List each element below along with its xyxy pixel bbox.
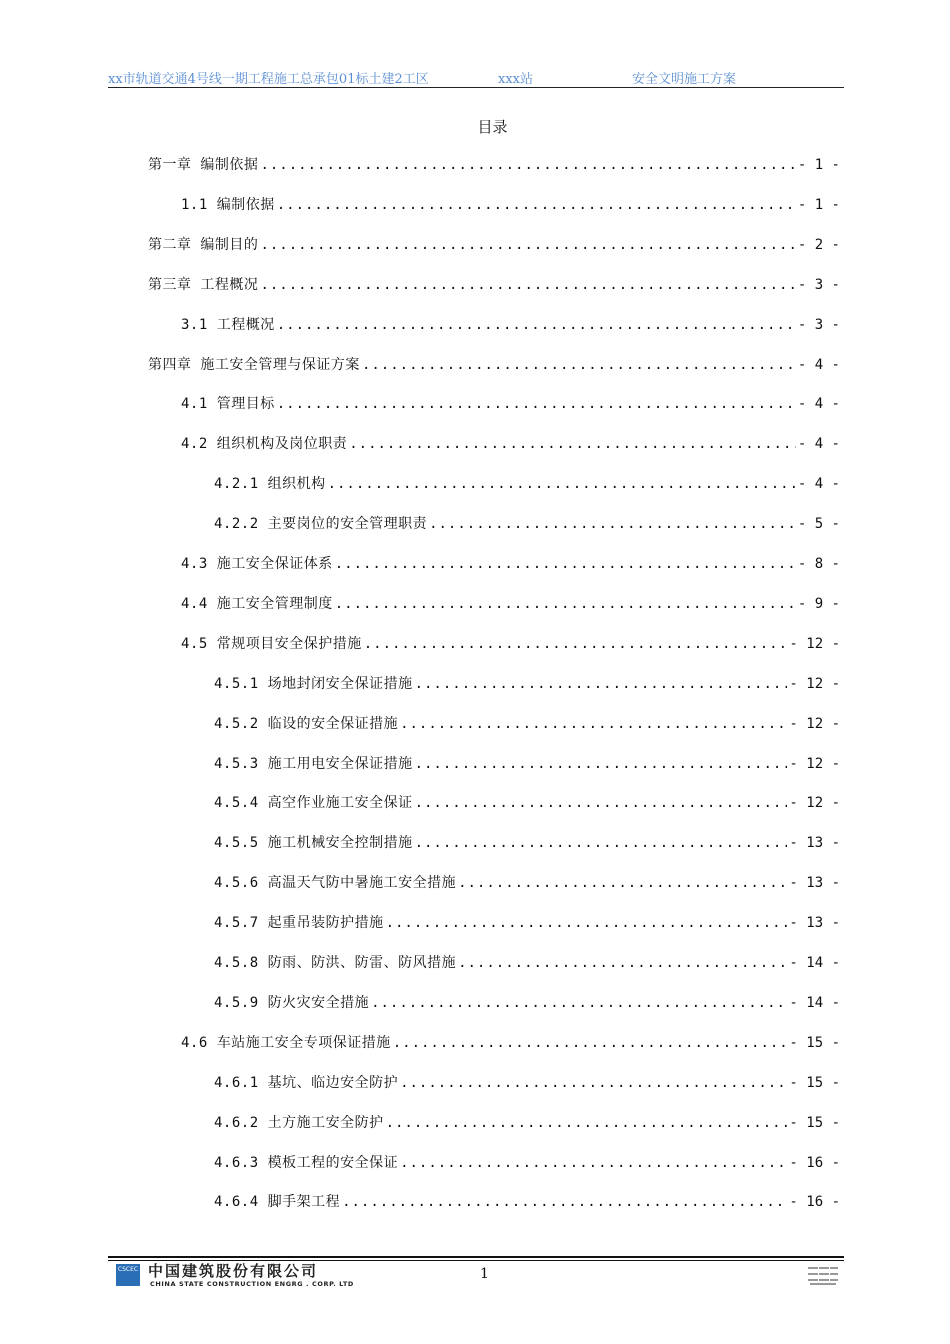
toc-leader-dots <box>328 474 796 494</box>
toc-entry-page: - 8 - <box>797 556 840 572</box>
toc-entry[interactable] <box>181 315 840 335</box>
toc-entry-label: 4.5.1 场地封闭安全保证措施 <box>214 675 413 692</box>
toc-leader-dots <box>386 1113 788 1133</box>
company-name-cn: 中国建筑股份有限公司 <box>148 1262 319 1280</box>
toc-entry-label: 4.5.8 防雨、防洪、防雷、防风措施 <box>214 955 457 971</box>
toc-entry-page: - 14 - <box>789 955 840 971</box>
toc-leader-dots <box>335 594 796 614</box>
toc-entry-page: - 12 - <box>789 675 840 692</box>
toc-entry[interactable] <box>181 394 840 414</box>
toc-entry[interactable] <box>214 953 840 973</box>
toc-entry[interactable] <box>148 235 840 255</box>
toc-entry[interactable] <box>214 754 840 774</box>
toc-entry[interactable] <box>214 1192 840 1212</box>
toc-entry-page: - 5 - <box>797 516 840 533</box>
toc-entry-label: 第四章 施工安全管理与保证方案 <box>148 356 360 373</box>
toc-leader-dots <box>415 793 788 813</box>
corner-stamp-icon <box>806 1264 840 1286</box>
toc-entry-label: 4.5.6 高温天气防中暑施工安全措施 <box>214 875 457 892</box>
toc-leader-dots <box>415 674 788 694</box>
toc-entry[interactable] <box>214 714 840 734</box>
toc-entry-label: 4.5.7 起重吊装防护措施 <box>214 915 384 932</box>
toc-entry-label: 第一章 编制依据 <box>148 157 259 173</box>
toc-entry-page: - 15 - <box>789 1074 840 1091</box>
toc-entry[interactable] <box>181 634 840 654</box>
toc-leader-dots <box>342 1192 787 1212</box>
toc-entry-page: - 4 - <box>797 356 840 373</box>
toc-entry[interactable] <box>181 594 840 614</box>
company-name-en: CHINA STATE CONSTRUCTION ENGRG . CORP. LTD <box>150 1280 354 1288</box>
company-logo-icon <box>116 1264 140 1286</box>
toc-entry-label: 4.6.1 基坑、临边安全防护 <box>214 1074 399 1091</box>
toc-entry-page: - 13 - <box>789 915 840 932</box>
toc-leader-dots <box>277 315 796 335</box>
toc-entry-label: 4.5.9 防火灾安全措施 <box>214 994 370 1011</box>
toc-leader-dots <box>260 275 795 295</box>
toc-leader-dots <box>415 754 788 774</box>
toc-entry-label: 4.2.2 主要岗位的安全管理职责 <box>214 516 428 533</box>
toc-entry-label: 1.1 编制依据 <box>181 196 275 213</box>
toc-entry-page: - 9 - <box>797 595 840 612</box>
toc-entry[interactable] <box>214 1113 840 1133</box>
toc-entry-label: 4.2 组织机构及岗位职责 <box>181 436 348 453</box>
toc-entry-page: - 4 - <box>797 476 840 493</box>
toc-entry-label: 4.4 施工安全管理制度 <box>181 595 333 612</box>
toc-entry-label: 4.5.3 施工用电安全保证措施 <box>214 755 413 772</box>
toc-entry-page: - 15 - <box>789 1114 840 1131</box>
toc-entry-label: 4.6.4 脚手架工程 <box>214 1194 341 1211</box>
toc-entry[interactable] <box>214 873 840 893</box>
toc-leader-dots <box>371 993 787 1013</box>
toc-entry[interactable] <box>214 514 840 534</box>
toc-entry[interactable] <box>181 1033 840 1053</box>
logo-text: CSCEC <box>117 1266 139 1273</box>
toc-leader-dots <box>400 714 787 734</box>
toc-leader-dots <box>400 1073 787 1093</box>
toc-leader-dots <box>458 873 787 893</box>
header-rule <box>108 87 844 88</box>
toc-entry[interactable] <box>214 993 840 1013</box>
toc-entry-page: - 12 - <box>789 715 840 732</box>
toc-entry-label: 4.6 车站施工安全专项保证措施 <box>181 1034 391 1051</box>
toc-entry-page: - 16 - <box>789 1154 840 1171</box>
toc-leader-dots <box>429 514 796 534</box>
toc-entry-label: 3.1 工程概况 <box>181 316 275 333</box>
toc-entry-page: - 12 - <box>789 635 840 652</box>
header-project: xx市轨道交通4号线一期工程施工总承包01标土建2工区 <box>108 72 429 87</box>
toc-entry-page: - 15 - <box>789 1034 840 1051</box>
toc-leader-dots <box>277 394 796 414</box>
toc-entry-page: - 3 - <box>797 276 840 293</box>
running-header <box>108 68 844 88</box>
toc-entry[interactable] <box>181 434 840 454</box>
toc-leader-dots <box>364 634 788 654</box>
toc-entry-label: 第三章 工程概况 <box>148 276 259 293</box>
toc-entry-label: 4.3 施工安全保证体系 <box>181 556 333 572</box>
toc-entry-label: 4.5.2 临设的安全保证措施 <box>214 715 399 732</box>
header-doc-title: 安全文明施工方案 <box>632 72 737 87</box>
toc-entry-page: - 1 - <box>797 157 840 173</box>
toc-entry[interactable] <box>181 195 840 215</box>
toc-entry[interactable] <box>214 793 840 813</box>
toc-entry[interactable] <box>214 474 840 494</box>
toc-entry-page: - 3 - <box>797 316 840 333</box>
toc-entry[interactable] <box>148 355 840 375</box>
toc-entry-label: 4.6.2 土方施工安全防护 <box>214 1114 384 1131</box>
toc-entry-page: - 12 - <box>789 795 840 812</box>
toc-leader-dots <box>415 833 788 853</box>
toc-entry-label: 4.2.1 组织机构 <box>214 476 326 493</box>
toc-entry-page: - 13 - <box>789 875 840 892</box>
toc-leader-dots <box>349 434 796 454</box>
toc-leader-dots <box>335 554 796 574</box>
toc-leader-dots <box>400 1153 787 1173</box>
toc-entry[interactable] <box>148 155 840 175</box>
toc-entry-label: 4.5.5 施工机械安全控制措施 <box>214 835 413 852</box>
toc-entry-page: - 16 - <box>789 1194 840 1211</box>
toc-entry[interactable] <box>148 275 840 295</box>
toc-entry-page: - 1 - <box>797 196 840 213</box>
toc-entry[interactable] <box>181 554 840 574</box>
toc-entry-page: - 12 - <box>789 755 840 772</box>
toc-leader-dots <box>393 1033 788 1053</box>
toc-entry[interactable] <box>214 674 840 694</box>
toc-title: 目录 <box>477 118 508 136</box>
toc-leader-dots <box>362 355 796 375</box>
toc-entry[interactable] <box>214 1073 840 1093</box>
header-station: xxx站 <box>498 72 533 87</box>
toc-entry[interactable] <box>214 913 840 933</box>
page-number: 1 <box>480 1266 489 1282</box>
toc-entry-label: 4.5 常规项目安全保护措施 <box>181 635 362 652</box>
toc-entry-label: 第二章 编制目的 <box>148 236 259 253</box>
toc-entry-page: - 2 - <box>797 236 840 253</box>
toc-entry-page: - 13 - <box>789 835 840 852</box>
toc-leader-dots <box>260 155 795 175</box>
toc-leader-dots <box>277 195 796 215</box>
toc-leader-dots <box>260 235 795 255</box>
toc-entry[interactable] <box>214 1153 840 1173</box>
toc-entry[interactable] <box>214 833 840 853</box>
toc-leader-dots <box>458 953 787 973</box>
toc-entry-page: - 4 - <box>797 436 840 453</box>
toc-entry-label: 4.5.4 高空作业施工安全保证 <box>214 795 413 812</box>
toc-entry-label: 4.6.3 模板工程的安全保证 <box>214 1154 399 1171</box>
toc-leader-dots <box>386 913 788 933</box>
footer-rule <box>108 1256 844 1258</box>
toc-entry-label: 4.1 管理目标 <box>181 396 275 413</box>
toc-entry-page: - 4 - <box>797 396 840 413</box>
toc-entry-page: - 14 - <box>789 994 840 1011</box>
